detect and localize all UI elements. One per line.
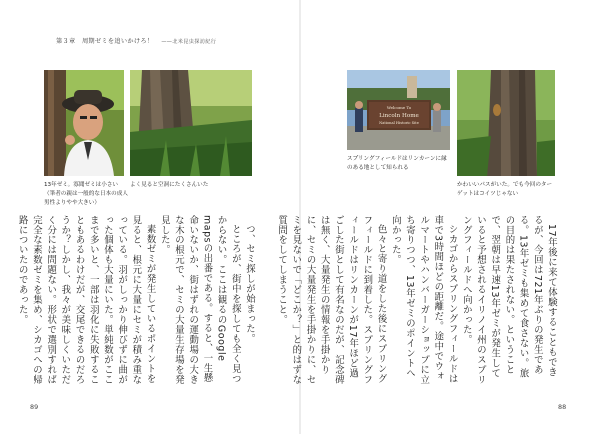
left-body-text	[16, 215, 256, 387]
photo-lincoln-home-sign	[347, 70, 450, 150]
sign-welcome: Welcome To	[386, 105, 412, 110]
right-paragraph: 色々と寄り道をした後にスプリングフィールドに到着した。スプリングフィールドはリンカーンが17年ほど過ごした街として有名なのだが、記念碑は無く、大量発生の情報を手掛かりに、セミの大量発生を手掛かりに、セミを見ないで「どこか？」と的はずな質問をしてしまうこと。	[276, 215, 387, 385]
chapter-subtitle: ——北米昆虫探訪紀行	[161, 39, 217, 45]
caption-stump-photo: かわいいパスがいた。でも今回のターゲットはコイツじゃない	[457, 182, 553, 197]
caption-sign-photo: スプリングフィールドはリンカーンに縁のある地として知られる	[347, 156, 447, 171]
page-number-left: 89	[30, 403, 39, 411]
right-paragraph: 17年後に来て体験することもできるが、今回は721年ぶりの発生である。13年ゼミも集めて食さない。旅の目的は果たされない。ということで、翌朝は早速13年ゼミが発生していると予想されるイリノイ州のスプリングフィールドへ向かった。	[460, 215, 557, 385]
running-head	[56, 36, 216, 45]
right-body-text	[276, 215, 558, 387]
sign-historic-site: National Historic Site	[379, 121, 419, 125]
left-paragraph: ところが、街中を探しても全く見つからない。ここは観るのGoogle mapsの出番である。すると、一生懸命いないか、街はずれの運動場の大きな木の根元で、セミの大量生存場を発見した。	[158, 215, 241, 385]
chapter-title: 第３章 周期ゼミを追いかけろ！	[56, 38, 154, 45]
left-paragraph: つ、セミ探しが始まった。	[244, 224, 255, 345]
page-number-right: 88	[558, 403, 567, 411]
right-paragraph: シカゴからスプリングフィールドは車で3時間ほどの距離だ。途中でウォルマートやハンバーガーショップに立ち寄りつつ、13年ゼミのポイントへ向かった。	[389, 215, 458, 385]
caption-tree-photo: よく見ると空洞にたくさんいた	[130, 182, 209, 188]
photo-tree-with-cicada	[457, 70, 555, 176]
photo-tree-with-cicadas	[130, 70, 252, 176]
photo-man-with-cicada	[44, 70, 124, 176]
right-page	[276, 0, 600, 434]
sign-lincoln-home: Lincoln Home	[379, 113, 419, 119]
caption-man-photo: 13年ゼミ。寡聞ゼミは小さい（筆者の親は一般的な日本の成人男性よりやや大きい）	[44, 182, 128, 206]
left-paragraph: 素数ゼミが発生しているポイントを見ると、根元に大量にセミが積み重なっている。羽がしっかり伸びずに曲がった個体も大量にいた。単純数がここまで多いと、一部は羽化に失敗することもあるわけだが、交尾できるのだろうか？しかし、我々が美味しくいただく分には問題ない。形状で選別すれば完全な素数ゼミを集め、シカゴへの帰路についたのであった。	[16, 215, 156, 385]
